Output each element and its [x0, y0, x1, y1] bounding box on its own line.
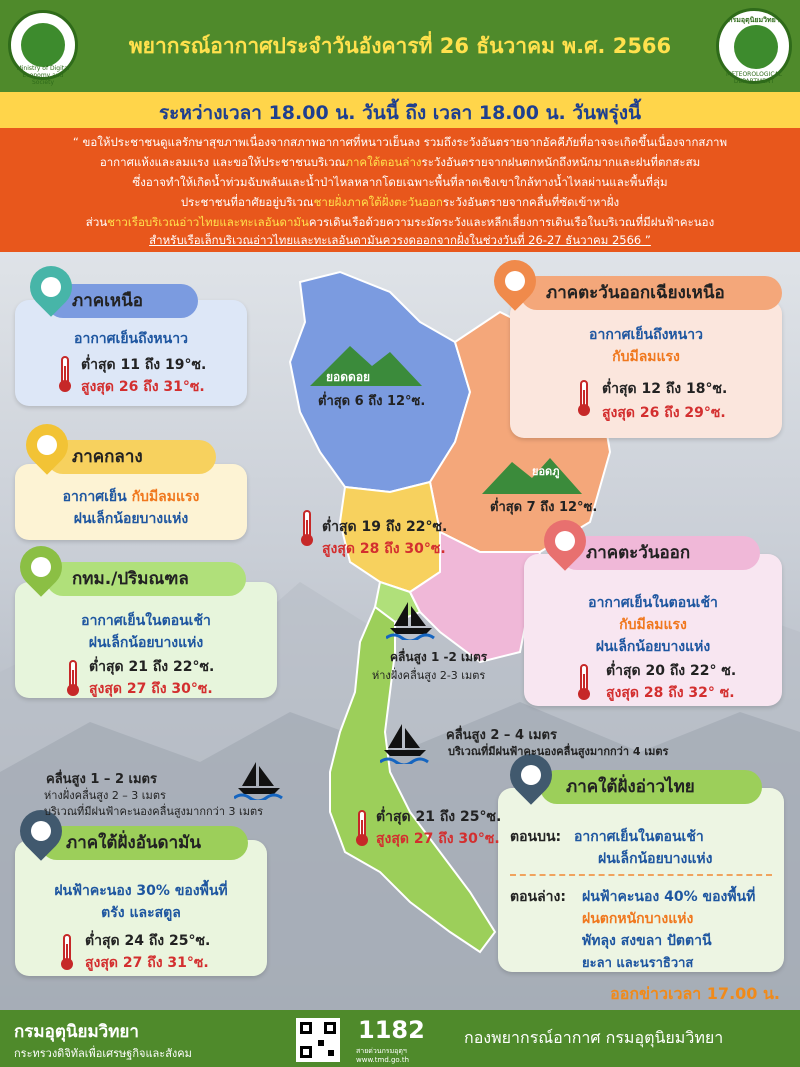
- thermometer-icon: [358, 810, 366, 840]
- peak-phu-min: ต่ำสุด 7 ถึง 12°ซ.: [490, 500, 598, 515]
- east-condition-2: กับมีลมแรง: [619, 617, 687, 633]
- south-andaman-max: สูงสุด 27 ถึง 31°ซ.: [85, 955, 209, 971]
- south-gulf-lower-label: ตอนล่าง:: [510, 889, 566, 905]
- south-andaman-condition: ฝนฟ้าคะนอง 30% ของพื้นที่: [54, 883, 228, 899]
- north-condition: อากาศเย็นถึงหนาว: [74, 331, 188, 347]
- central-card: [15, 464, 247, 540]
- footer-ministry: กระทรวงดิจิทัลเพื่อเศรษฐกิจและสังคม: [14, 1047, 192, 1060]
- bangkok-card: [15, 582, 277, 698]
- boat-wave-icon: [380, 722, 432, 764]
- warning-line-2: อากาศแห้งและลมแรง และขอให้ประชาชนบริเวณภาคใต้ตอนล่างระวังอันตรายจากฝนตกหนักถึงหนักมากและฝนที่ตกสะสม: [99, 155, 701, 169]
- central-label: ภาคกลาง: [46, 440, 216, 474]
- south-andaman-condition-2: ตรัง และสตูล: [101, 905, 181, 921]
- north-max: สูงสุด 26 ถึง 31°ซ.: [81, 379, 205, 395]
- east-condition-3: ฝนเล็กน้อยบางแห่ง: [595, 639, 711, 655]
- northeast-condition-2: กับมีลมแรง: [612, 349, 680, 365]
- wave-lower-gulf-detail: บริเวณที่มีฝนฟ้าคะนองคลื่นสูงมากกว่า 4 เมตร: [448, 745, 669, 758]
- south-gulf-upper-cond-1: อากาศเย็นในตอนเช้า: [574, 829, 704, 845]
- south-gulf-label: ภาคใต้ฝั่งอ่าวไทย: [540, 770, 762, 804]
- divider: [510, 874, 772, 876]
- south-andaman-card: [15, 840, 267, 976]
- issue-time: ออกข่าวเวลา 17.00 น.: [610, 984, 780, 1003]
- east-max: สูงสุด 28 ถึง 32° ซ.: [606, 685, 735, 701]
- header-bar: [0, 0, 800, 92]
- bangkok-max: สูงสุด 27 ถึง 30°ซ.: [89, 681, 213, 697]
- thermometer-icon: [63, 934, 71, 964]
- hotline-number: 1182: [358, 1016, 425, 1044]
- bangkok-min: ต่ำสุด 21 ถึง 22°ซ.: [89, 659, 215, 675]
- central-max: สูงสุด 28 ถึง 30°ซ.: [322, 541, 446, 557]
- south-gulf-lower-cond-1: ฝนฟ้าคะนอง 40% ของพื้นที่: [582, 889, 756, 905]
- warning-line-3: ซึ่งอาจทำให้เกิดน้ำท่วมฉับพลันและน้ำป่าไหลหลากโดยเฉพาะพื้นที่ลาดเชิงเขาใกล้ทางน้ำไหลผ่านและพื้นที่ลุ่ม: [132, 175, 668, 189]
- east-min: ต่ำสุด 20 ถึง 22° ซ.: [606, 663, 737, 679]
- qr-code-icon[interactable]: [296, 1018, 340, 1062]
- warning-box: [0, 128, 800, 252]
- website-link[interactable]: www.tmd.go.th: [356, 1056, 409, 1064]
- south-gulf-upper-cond-2: ฝนเล็กน้อยบางแห่ง: [598, 851, 713, 867]
- warning-line-5: ส่วนชาวเรือบริเวณอ่าวไทยและทะเลอันดามันควรเดินเรือด้วยความระมัดระวังและหลีกเลี่ยงการเดินเรือในบริเวณที่มีฝนฟ้าคะนอง: [85, 215, 715, 229]
- north-label: ภาคเหนือ: [46, 284, 198, 318]
- north-min: ต่ำสุด 11 ถึง 19°ซ.: [81, 357, 207, 373]
- peak-doi-label: ยอดดอย: [326, 370, 371, 384]
- map-area: [0, 252, 800, 1010]
- central-condition-2: ฝนเล็กน้อยบางแห่ง: [73, 511, 189, 527]
- central-condition: อากาศเย็น กับมีลมแรง: [62, 489, 200, 505]
- bangkok-condition-2: ฝนเล็กน้อยบางแห่ง: [88, 635, 204, 651]
- northeast-card: [510, 300, 782, 438]
- thermometer-icon: [69, 660, 77, 690]
- footer-division: กองพยากรณ์อากาศ กรมอุตุนิยมวิทยา: [464, 1028, 724, 1047]
- northeast-label: ภาคตะวันออกเฉียงเหนือ: [520, 276, 782, 310]
- wave-andaman-detail-2: บริเวณที่มีฝนฟ้าคะนองคลื่นสูงมากกว่า 3 เมตร: [44, 805, 264, 818]
- page-title: พยากรณ์อากาศประจำวันอังคารที่ 26 ธันวาคม พ.ศ. 2566: [128, 34, 672, 58]
- boat-wave-icon: [386, 600, 436, 640]
- east-card: [524, 554, 782, 706]
- northeast-max: สูงสุด 26 ถึง 29°ซ.: [602, 405, 726, 421]
- northeast-min: ต่ำสุด 12 ถึง 18°ซ.: [602, 381, 728, 397]
- central-min: ต่ำสุด 19 ถึง 22°ซ.: [322, 519, 448, 535]
- bangkok-label: กทม./ปริมณฑล: [46, 562, 246, 596]
- ministry-logo: Ministry of Digital Economy and Society: [8, 10, 78, 80]
- south-gulf-min: ต่ำสุด 21 ถึง 25°ซ.: [376, 809, 502, 825]
- peak-doi-min: ต่ำสุด 6 ถึง 12°ซ.: [318, 394, 426, 409]
- bangkok-condition: อากาศเย็นในตอนเช้า: [81, 613, 211, 629]
- south-gulf-lower-cond-4: ยะลา และนราธิวาส: [582, 956, 694, 971]
- boat-wave-icon: [234, 760, 286, 800]
- peak-phu-label: ยอดภู: [532, 465, 560, 478]
- thermometer-icon: [580, 380, 588, 410]
- northeast-condition: อากาศเย็นถึงหนาว: [589, 327, 703, 343]
- warning-line-4: ประชาชนที่อาศัยอยู่บริเวณชายฝั่งภาคใต้ฝั่งตะวันออกระวังอันตรายจากคลื่นที่ซัดเข้าหาฝั่ง: [180, 195, 620, 209]
- south-gulf-card: [498, 788, 784, 972]
- footer-org: กรมอุตุนิยมวิทยา: [14, 1022, 139, 1042]
- thermometer-icon: [580, 664, 588, 694]
- subtitle-bar: [0, 92, 800, 128]
- hotline-subtitle: สายด่วนกรมอุตุฯ: [356, 1047, 407, 1055]
- forecast-period: ระหว่างเวลา 18.00 น. วันนี้ ถึง เวลา 18.00 น. วันพรุ่งนี้: [158, 102, 642, 124]
- wave-lower-gulf-height: คลื่นสูง 2 – 4 เมตร: [446, 728, 557, 743]
- tmd-logo: กรมอุตุนิยมวิทยา METEOROLOGICAL DEPARTMENT: [716, 8, 792, 84]
- south-andaman-label: ภาคใต้ฝั่งอันดามัน: [40, 826, 248, 860]
- east-label: ภาคตะวันออก: [560, 536, 760, 570]
- wave-andaman-detail-1: ห่างฝั่งคลื่นสูง 2 – 3 เมตร: [44, 789, 166, 802]
- footer-bar: [0, 1010, 800, 1067]
- wave-upper-gulf-height: คลื่นสูง 1 -2 เมตร: [390, 650, 488, 664]
- warning-line-6: สำหรับเรือเล็กบริเวณอ่าวไทยและทะเลอันดามันควรงดออกจากฝั่งในช่วงวันที่ 26-27 ธันวาคม 2566 ”: [149, 233, 651, 247]
- east-condition: อากาศเย็นในตอนเช้า: [588, 595, 718, 611]
- thermometer-icon: [61, 356, 69, 386]
- warning-line-1: “ ขอให้ประชาชนดูแลรักษาสุขภาพเนื่องจากสภาพอากาศที่หนาวเย็นลง รวมถึงระวังอันตรายจากอัคคีภัยที่อาจจะเกิดขึ้นเนื่องจากสภาพ: [72, 135, 728, 149]
- south-gulf-lower-cond-3: พัทลุง สงขลา ปัตตานี: [582, 933, 712, 949]
- south-andaman-min: ต่ำสุด 24 ถึง 25°ซ.: [85, 933, 211, 949]
- thermometer-icon: [303, 510, 311, 540]
- wave-upper-gulf-detail: ห่างฝั่งคลื่นสูง 2-3 เมตร: [372, 669, 486, 682]
- south-gulf-lower-cond-2: ฝนตกหนักบางแห่ง: [582, 911, 694, 927]
- wave-andaman-height: คลื่นสูง 1 – 2 เมตร: [46, 772, 157, 787]
- south-gulf-max: สูงสุด 27 ถึง 30°ซ.: [376, 831, 500, 847]
- south-gulf-upper-label: ตอนบน:: [510, 829, 562, 845]
